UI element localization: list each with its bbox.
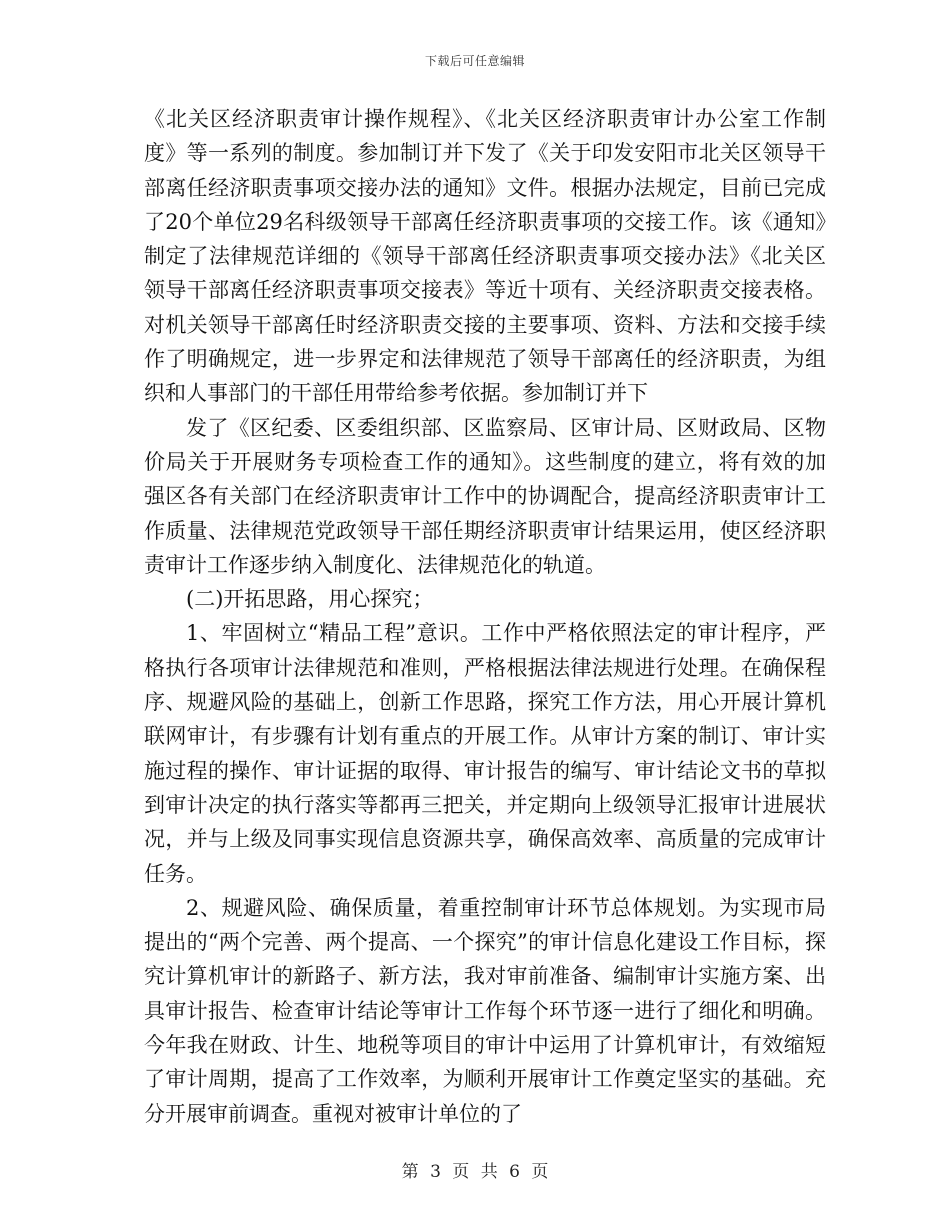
section-heading: (二)开拓思路，用心探究； bbox=[186, 587, 434, 612]
paragraph-3: 1、牢固树立“精品工程”意识。工作中严格依照法定的审计程序，严格执行各项审计法律规范和准则，严格根据法律法规进行处理。在确保程序、规避风险的基础上，创新工作思路，探究工作方法，用心开展计算机联网审计，有步骤有计划有重点的开展工作。从审计方案的制订、审计实施过程的操作、审计证据的取得、审计报告的编写、审计结论文书的草拟到审计决定的执行落实等都再三把关，并定期向上级领导汇报审计进展状况，并与上级及同事实现信息资源共享，确保高效率、高质量的完成审计任务。 bbox=[144, 621, 826, 886]
paragraph-2: 发了《区纪委、区委组织部、区监察局、区审计局、区财政局、区物价局关于开展财务专项检查工作的通知》。这些制度的建立，将有效的加强区各有关部门在经济职责审计工作中的协调配合，提高经济职责审计工作质量、法律规范党政领导干部任期经济职责审计结果运用，使区经济职责审计工作逐步纳入制度化、法律规范化的轨道。 bbox=[144, 415, 826, 577]
document-body bbox=[144, 102, 826, 1131]
paragraph-4: 2、规避风险、确保质量，着重控制审计环节总体规划。为实现市局提出的“两个完善、两个提高、一个探究”的审计信息化建设工作目标，探究计算机审计的新路子、新方法，我对审前准备、编制审计实施方案、出具审计报告、检查审计结论等审计工作每个环节逐一进行了细化和明确。今年我在财政、计生、地税等项目的审计中运用了计算机审计，有效缩短了审计周期，提高了工作效率，为顺利开展审计工作奠定坚实的基础。充分开展审前调查。重视对被审计单位的了 bbox=[144, 895, 826, 1126]
paragraph-1: 《北关区经济职责审计操作规程》、《北关区经济职责审计办公室工作制度》等一系列的制度。参加制订并下发了《关于印发安阳市北关区领导干部离任经济职责事项交接办法的通知》文件。根据办法规定，目前已完成了20个单位29名科级领导干部离任经济职责事项的交接工作。该《通知》制定了法律规范详细的《领导干部离任经济职责事项交接办法》《北关区领导干部离任经济职责事项交接表》等近十项有、关经济职责交接表格。对机关领导干部离任时经济职责交接的主要事项、资料、方法和交接手续作了明确规定，进一步界定和法律规范了领导干部离任的经济职责，为组织和人事部门的干部任用带给参考依据。参加制订并下 bbox=[144, 107, 826, 406]
page-number: 第 3 页 共 6 页 bbox=[401, 1162, 549, 1182]
page-header: 下载后可任意编辑 bbox=[424, 54, 525, 68]
